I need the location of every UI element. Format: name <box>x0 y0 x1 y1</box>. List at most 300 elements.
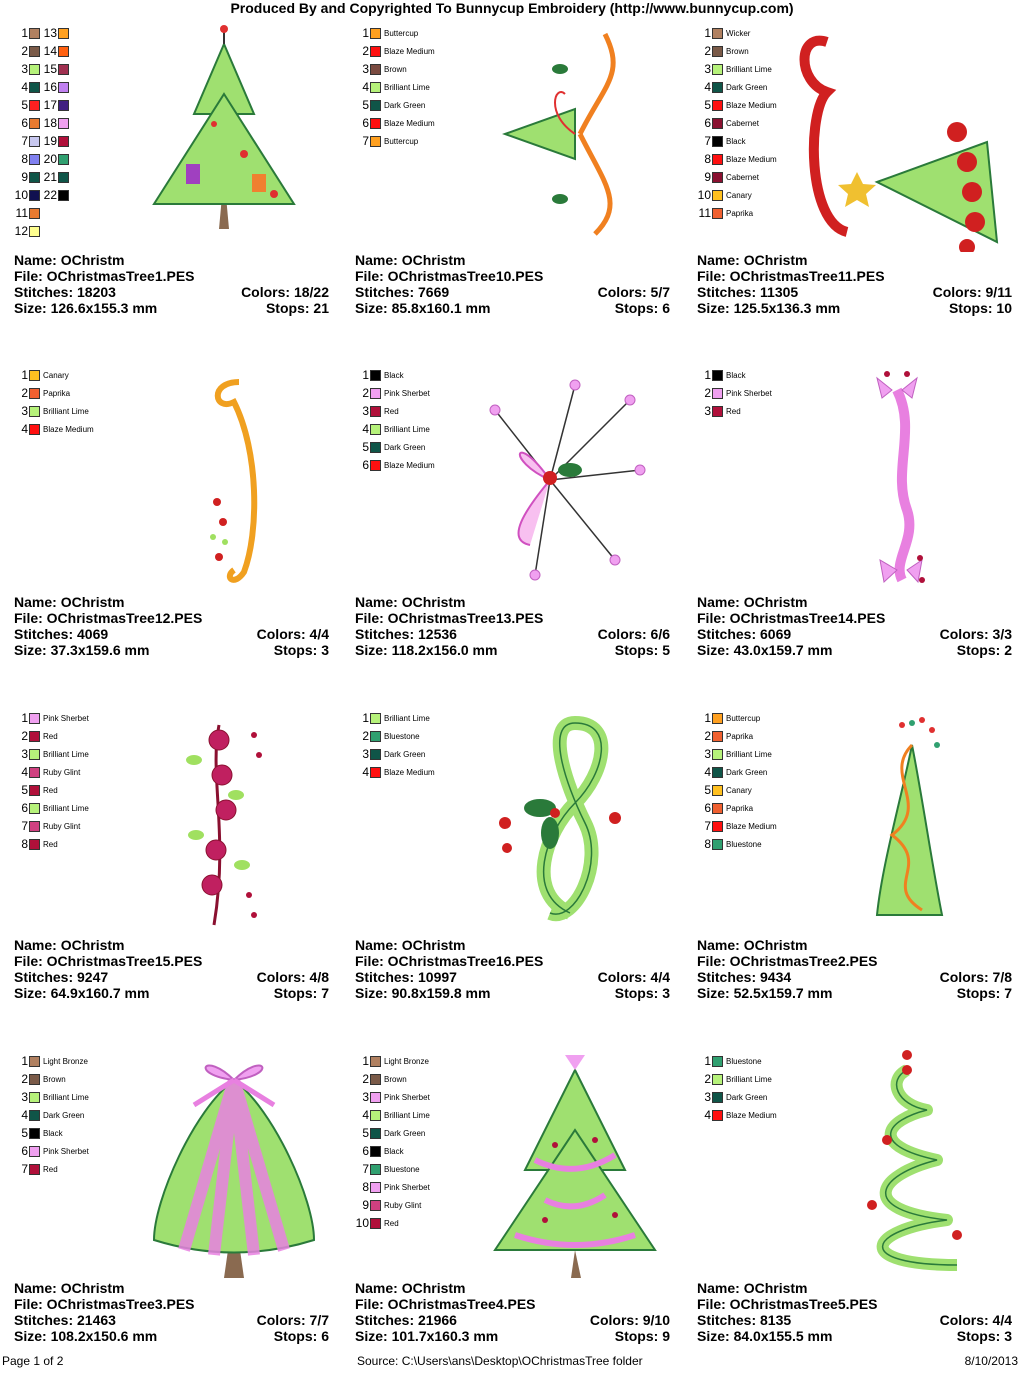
swatch-number: 1 <box>704 1054 711 1068</box>
color-swatch-row <box>697 168 759 186</box>
color-swatch <box>712 1092 723 1103</box>
file-label: File: <box>14 1296 47 1312</box>
colors-info <box>257 626 329 642</box>
size-line <box>697 1328 1012 1344</box>
color-swatch <box>58 172 69 183</box>
swatch-number: 3 <box>21 62 28 76</box>
thread-name: Red <box>384 406 399 416</box>
color-swatch-row <box>355 709 430 727</box>
stops-info <box>957 1328 1012 1344</box>
swatch-number: 4 <box>362 765 369 779</box>
color-swatch-row <box>355 456 435 474</box>
color-swatch-row <box>14 420 94 438</box>
stops-label: Stops: <box>614 1328 663 1344</box>
color-swatch <box>712 785 723 796</box>
color-swatch-row <box>697 204 753 222</box>
whimsical-tree-icon <box>124 24 324 249</box>
design-info <box>355 1280 670 1344</box>
swatch-number: 5 <box>362 440 369 454</box>
design-card <box>14 364 334 704</box>
size-label: Size: <box>697 642 734 658</box>
color-swatch <box>29 226 40 237</box>
color-swatch <box>29 1056 40 1067</box>
size-line <box>14 642 329 658</box>
color-swatch <box>29 1074 40 1085</box>
design-name: OChristm <box>743 1280 808 1296</box>
swatch-number: 7 <box>21 819 28 833</box>
color-swatch <box>370 767 381 778</box>
color-swatch <box>29 172 40 183</box>
thread-name: Black <box>726 136 746 146</box>
color-swatch <box>29 406 40 417</box>
swatch-number: 5 <box>21 98 28 112</box>
color-swatch <box>29 46 40 57</box>
swatch-number: 6 <box>704 801 711 815</box>
design-name-line <box>14 594 329 610</box>
file-label: File: <box>697 268 730 284</box>
color-swatch <box>370 118 381 129</box>
thread-name: Canary <box>43 370 69 380</box>
design-file: OChristmasTree10.PES <box>387 268 544 284</box>
thread-name: Cabernet <box>726 118 759 128</box>
stops-label: Stops: <box>273 642 322 658</box>
swatch-number: 18 <box>43 116 57 130</box>
stops-label: Stops: <box>956 1328 1005 1344</box>
swatch-number: 3 <box>21 404 28 418</box>
thread-name: Blaze Medium <box>43 424 94 434</box>
thread-name: Red <box>43 731 58 741</box>
color-swatch <box>370 713 381 724</box>
colors-label: Colors: <box>597 969 651 985</box>
color-swatch <box>29 100 40 111</box>
color-swatch-row <box>697 186 752 204</box>
color-swatch-row <box>41 78 69 96</box>
design-card <box>355 22 675 362</box>
size-line <box>355 642 670 658</box>
thread-name: Brown <box>43 1074 66 1084</box>
color-swatch-row <box>697 763 767 781</box>
stitches-line <box>355 969 670 985</box>
file-label: File: <box>355 953 388 969</box>
design-name-line <box>14 1280 329 1296</box>
design-file: OChristmasTree12.PES <box>46 610 203 626</box>
color-swatch-row <box>14 366 69 384</box>
size-line <box>355 985 670 1001</box>
stitch-count: 9247 <box>77 969 109 985</box>
file-label: File: <box>355 1296 388 1312</box>
thread-name: Brilliant Lime <box>726 749 772 759</box>
size-line <box>355 1328 670 1344</box>
stitch-count: 21463 <box>77 1312 116 1328</box>
thread-name: Brilliant Lime <box>384 713 430 723</box>
file-label: File: <box>355 610 388 626</box>
swatch-number: 6 <box>362 116 369 130</box>
thread-name: Ruby Glint <box>43 821 81 831</box>
thread-name: Ruby Glint <box>43 767 81 777</box>
color-swatch-row <box>14 222 40 240</box>
design-card <box>697 22 1017 362</box>
color-swatch <box>29 190 40 201</box>
swatch-number: 1 <box>21 1054 28 1068</box>
color-swatch <box>370 100 381 111</box>
thread-name: Pink Sherbet <box>43 1146 89 1156</box>
stitches-line <box>355 1312 670 1328</box>
color-swatch <box>370 1200 381 1211</box>
name-label: Name: <box>355 937 402 953</box>
thread-name: Dark Green <box>384 749 426 759</box>
design-size: 43.0x159.7 mm <box>733 642 833 658</box>
stops-label: Stops: <box>265 300 314 316</box>
color-count: 5/7 <box>650 284 670 300</box>
size-label: Size: <box>697 1328 734 1344</box>
color-swatch-row <box>355 745 425 763</box>
color-swatch-row <box>355 1142 404 1160</box>
color-swatch <box>29 64 40 75</box>
swirl-with-dots-icon <box>199 372 279 597</box>
thread-name: Brilliant Lime <box>43 406 89 416</box>
swatch-number: 3 <box>362 747 369 761</box>
size-label: Size: <box>355 1328 392 1344</box>
stitches-line <box>355 626 670 642</box>
swatch-number: 3 <box>362 404 369 418</box>
swatch-number: 8 <box>362 1180 369 1194</box>
color-swatch-row <box>697 1070 772 1088</box>
tall-tree-swirl-icon <box>852 715 952 940</box>
stops-label: Stops: <box>273 985 322 1001</box>
color-swatch <box>370 1092 381 1103</box>
design-file: OChristmasTree15.PES <box>46 953 203 969</box>
stops-info <box>957 642 1012 658</box>
page-header: Produced By and Copyrighted To Bunnycup Embroidery (http://www.bunnycup.com) <box>230 0 794 16</box>
stitches-line <box>697 626 1012 642</box>
design-info <box>14 594 329 658</box>
design-info <box>14 252 329 316</box>
colors-info <box>940 969 1012 985</box>
stitch-count: 18203 <box>77 284 116 300</box>
swatch-number: 3 <box>704 1090 711 1104</box>
color-swatch <box>712 100 723 111</box>
garland-tree-icon <box>485 1050 665 1285</box>
colors-label: Colors: <box>256 1312 310 1328</box>
color-swatch-row <box>14 204 40 222</box>
stop-count: 6 <box>662 300 670 316</box>
thread-name: Blaze Medium <box>726 1110 777 1120</box>
swatch-number: 7 <box>362 1162 369 1176</box>
color-swatch <box>370 1110 381 1121</box>
color-swatch <box>370 1074 381 1085</box>
color-swatch <box>58 190 69 201</box>
color-swatch-row <box>355 366 404 384</box>
color-swatch <box>58 64 69 75</box>
color-swatch <box>712 406 723 417</box>
thread-name: Bluestone <box>384 731 420 741</box>
stitches-label: Stitches: <box>355 1312 419 1328</box>
swatch-number: 6 <box>21 801 28 815</box>
color-swatch <box>58 136 69 147</box>
design-file: OChristmasTree16.PES <box>387 953 544 969</box>
stitches-label: Stitches: <box>697 969 761 985</box>
stop-count: 3 <box>662 985 670 1001</box>
stop-count: 2 <box>1004 642 1012 658</box>
color-swatch-row <box>14 24 40 42</box>
thread-name: Dark Green <box>726 767 768 777</box>
thread-name: Black <box>43 1128 63 1138</box>
swatch-number: 2 <box>362 1072 369 1086</box>
color-swatch <box>370 424 381 435</box>
design-name: OChristm <box>401 937 466 953</box>
color-swatch-row <box>355 1052 429 1070</box>
thread-name: Blaze Medium <box>384 118 435 128</box>
design-card <box>697 364 1017 704</box>
stops-label: Stops: <box>614 985 663 1001</box>
colors-label: Colors: <box>932 284 986 300</box>
name-label: Name: <box>14 252 61 268</box>
thread-name: Brown <box>726 46 749 56</box>
rose-vine-icon <box>174 715 274 940</box>
design-card <box>355 364 675 704</box>
design-file-line <box>14 268 329 284</box>
colors-info <box>257 969 329 985</box>
thread-name: Dark Green <box>384 100 426 110</box>
color-swatch <box>58 46 69 57</box>
thread-name: Pink Sherbet <box>43 713 89 723</box>
thread-name: Pink Sherbet <box>384 388 430 398</box>
color-swatch-row <box>355 420 430 438</box>
name-label: Name: <box>355 594 402 610</box>
color-swatch-row <box>41 96 69 114</box>
stop-count: 6 <box>321 1328 329 1344</box>
thread-name: Canary <box>726 190 752 200</box>
swatch-number: 10 <box>14 188 28 202</box>
swatch-number: 1 <box>362 711 369 725</box>
swatch-number: 2 <box>21 1072 28 1086</box>
design-info <box>697 594 1012 658</box>
file-label: File: <box>355 268 388 284</box>
swatch-number: 6 <box>21 116 28 130</box>
color-count: 4/4 <box>309 626 329 642</box>
color-swatch <box>370 388 381 399</box>
name-label: Name: <box>697 252 744 268</box>
color-swatch-row <box>355 1196 421 1214</box>
color-swatch-row <box>697 1106 777 1124</box>
color-swatch-row <box>697 366 746 384</box>
color-swatch <box>370 136 381 147</box>
swatch-number: 19 <box>43 134 57 148</box>
design-name-line <box>355 937 670 953</box>
design-card <box>355 1050 675 1390</box>
thread-name: Light Bronze <box>384 1056 429 1066</box>
color-count: 9/11 <box>985 284 1012 300</box>
stitches-line <box>14 284 329 300</box>
thread-name: Paprika <box>726 731 754 741</box>
color-swatch <box>712 208 723 219</box>
design-file-line <box>697 1296 1012 1312</box>
size-line <box>14 300 329 316</box>
color-swatch <box>712 821 723 832</box>
stitches-line <box>14 1312 329 1328</box>
design-name-line <box>14 937 329 953</box>
stitch-count: 7669 <box>418 284 450 300</box>
stitches-label: Stitches: <box>14 1312 78 1328</box>
design-name: OChristm <box>743 594 808 610</box>
colors-info <box>241 284 329 300</box>
color-swatch-row <box>14 709 89 727</box>
design-name-line <box>14 252 329 268</box>
thread-name: Pink Sherbet <box>384 1092 430 1102</box>
design-file: OChristmasTree11.PES <box>729 268 885 284</box>
swatch-number: 8 <box>21 837 28 851</box>
color-swatch <box>370 1164 381 1175</box>
stop-count: 10 <box>996 300 1012 316</box>
design-size: 37.3x159.6 mm <box>50 642 150 658</box>
design-name-line <box>355 1280 670 1296</box>
color-swatch-row <box>697 709 760 727</box>
color-swatch-row <box>14 114 40 132</box>
design-info <box>355 252 670 316</box>
swatch-number: 1 <box>21 368 28 382</box>
color-swatch-row <box>355 1178 430 1196</box>
swatch-number: 2 <box>21 386 28 400</box>
swatch-number: 1 <box>21 711 28 725</box>
design-info <box>14 937 329 1001</box>
swatch-number: 8 <box>704 152 711 166</box>
size-label: Size: <box>14 642 51 658</box>
color-swatch-row <box>355 1214 399 1232</box>
swatch-number: 2 <box>704 729 711 743</box>
color-count: 4/4 <box>650 969 670 985</box>
design-name: OChristm <box>60 937 125 953</box>
swatch-number: 9 <box>362 1198 369 1212</box>
name-label: Name: <box>355 252 402 268</box>
thread-name: Red <box>43 785 58 795</box>
design-file: OChristmasTree3.PES <box>46 1296 195 1312</box>
color-swatch <box>29 1146 40 1157</box>
size-line <box>355 300 670 316</box>
color-swatch <box>712 46 723 57</box>
color-swatch <box>58 118 69 129</box>
color-swatch <box>58 82 69 93</box>
thread-name: Paprika <box>726 208 754 218</box>
color-swatch-row <box>355 1124 425 1142</box>
color-swatch-row <box>355 78 430 96</box>
design-file: OChristmasTree5.PES <box>729 1296 878 1312</box>
design-size: 90.8x159.8 mm <box>391 985 491 1001</box>
design-card <box>697 1050 1017 1390</box>
color-swatch <box>712 82 723 93</box>
color-swatch-row <box>355 763 435 781</box>
swatch-number: 5 <box>21 1126 28 1140</box>
swatch-number: 9 <box>704 170 711 184</box>
color-swatch <box>712 388 723 399</box>
color-swatch <box>29 821 40 832</box>
color-swatch-row <box>355 1106 430 1124</box>
swatch-number: 5 <box>704 783 711 797</box>
color-swatch <box>29 370 40 381</box>
stops-label: Stops: <box>948 300 997 316</box>
color-swatch <box>29 767 40 778</box>
color-swatch <box>370 1146 381 1157</box>
color-swatch <box>370 1182 381 1193</box>
colors-info <box>933 284 1012 300</box>
color-swatch <box>712 749 723 760</box>
color-swatch <box>370 1218 381 1229</box>
swatch-number: 20 <box>43 152 57 166</box>
design-file-line <box>697 610 1012 626</box>
color-swatch-row <box>355 1070 407 1088</box>
stitch-count: 11305 <box>760 284 799 300</box>
swatch-number: 4 <box>704 80 711 94</box>
design-size: 85.8x160.1 mm <box>391 300 491 316</box>
color-swatch <box>370 1056 381 1067</box>
color-swatch-row <box>14 727 58 745</box>
color-swatch <box>712 172 723 183</box>
size-line <box>14 1328 329 1344</box>
swatch-number: 4 <box>704 1108 711 1122</box>
design-file-line <box>355 953 670 969</box>
name-label: Name: <box>14 937 61 953</box>
design-size: 126.6x155.3 mm <box>50 300 158 316</box>
color-swatch <box>29 731 40 742</box>
stitch-count: 12536 <box>418 626 457 642</box>
swatch-number: 3 <box>21 1090 28 1104</box>
swatch-number: 2 <box>21 44 28 58</box>
color-swatch <box>58 100 69 111</box>
design-size: 52.5x159.7 mm <box>733 985 833 1001</box>
color-swatch <box>29 785 40 796</box>
design-name: OChristm <box>401 252 466 268</box>
color-swatch-row <box>697 60 772 78</box>
name-label: Name: <box>697 937 744 953</box>
stitches-label: Stitches: <box>697 1312 761 1328</box>
color-swatch-row <box>41 42 69 60</box>
thread-name: Brown <box>384 1074 407 1084</box>
file-label: File: <box>14 953 47 969</box>
color-swatch <box>712 731 723 742</box>
colors-info <box>940 1312 1012 1328</box>
color-swatch <box>370 64 381 75</box>
size-label: Size: <box>697 985 734 1001</box>
thread-name: Brilliant Lime <box>43 1092 89 1102</box>
stitches-label: Stitches: <box>355 969 419 985</box>
swatch-number: 8 <box>704 837 711 851</box>
stops-label: Stops: <box>614 642 663 658</box>
swatch-number: 4 <box>21 80 28 94</box>
swatch-number: 7 <box>21 134 28 148</box>
swatch-number: 15 <box>43 62 57 76</box>
swatch-number: 5 <box>704 98 711 112</box>
thread-name: Bluestone <box>726 839 762 849</box>
thread-name: Brilliant Lime <box>43 803 89 813</box>
color-swatch <box>712 1074 723 1085</box>
thread-name: Red <box>43 839 58 849</box>
color-swatch <box>29 136 40 147</box>
swatch-number: 13 <box>43 26 57 40</box>
swatch-number: 10 <box>697 188 711 202</box>
colors-info <box>598 284 670 300</box>
thread-name: Dark Green <box>384 1128 426 1138</box>
color-swatch-row <box>41 24 69 42</box>
color-swatch-row <box>355 132 418 150</box>
stop-count: 5 <box>662 642 670 658</box>
thread-name: Light Bronze <box>43 1056 88 1066</box>
color-count: 7/8 <box>992 969 1012 985</box>
color-swatch-row <box>14 817 80 835</box>
thread-name: Brilliant Lime <box>384 82 430 92</box>
source-path: Source: C:\Users\ans\Desktop\OChristmasTree folder <box>357 1354 643 1368</box>
color-swatch-row <box>14 763 80 781</box>
ribbon-cone-star-icon <box>787 22 1007 257</box>
stitches-line <box>355 284 670 300</box>
